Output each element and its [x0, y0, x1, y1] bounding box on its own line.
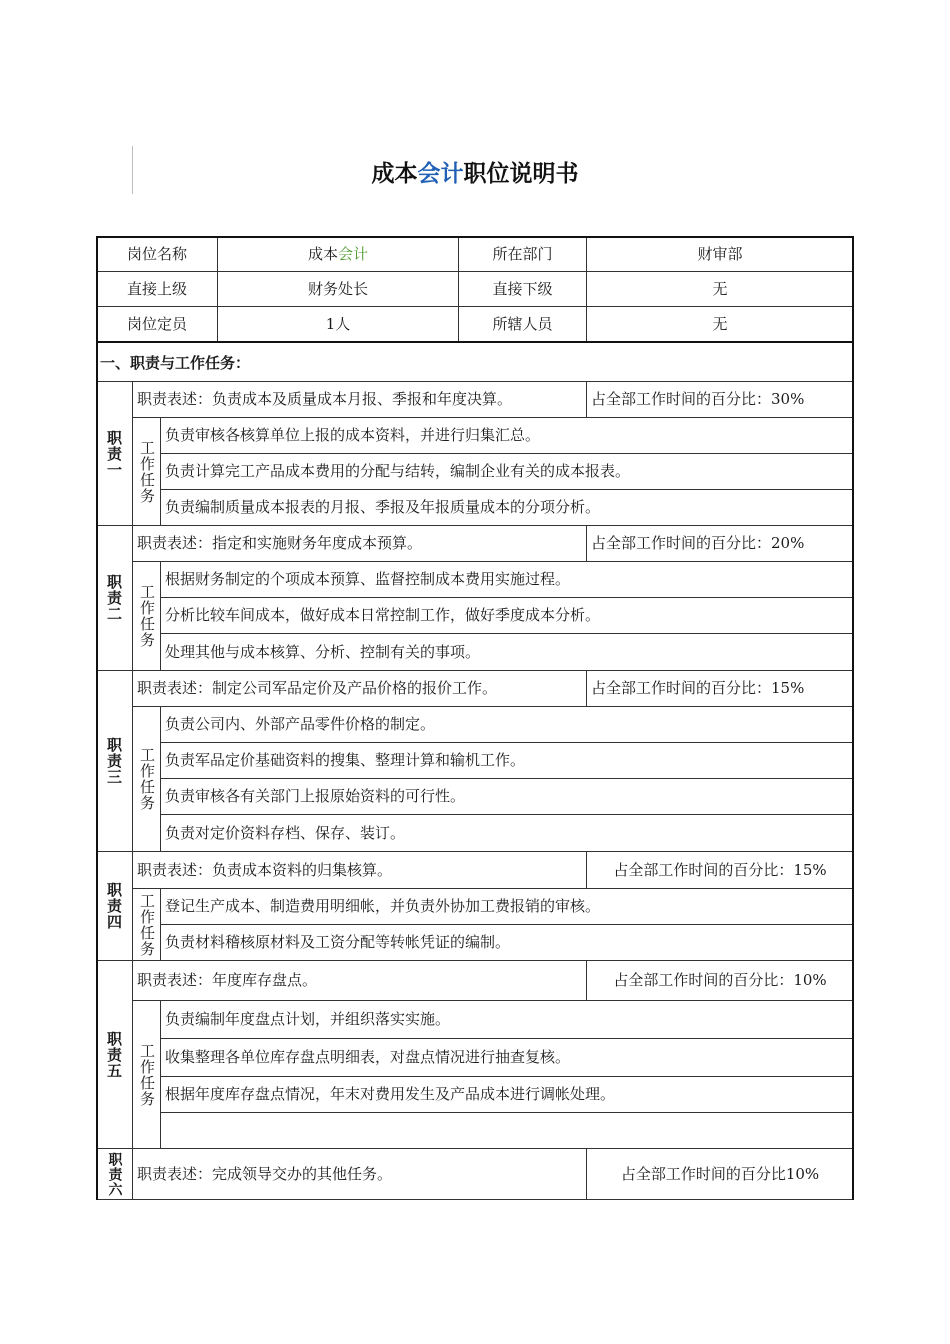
header-value-superior: 财务处长	[217, 271, 459, 307]
table-left-edge	[96, 342, 98, 1200]
duty-5-task: 收集整理各单位库存盘点明细表，对盘点情况进行抽查复核。	[160, 1038, 854, 1077]
duty-2-description: 职责表述：指定和实施财务年度成本预算。	[132, 525, 587, 562]
title-part1: 成本	[371, 161, 418, 187]
page-title	[0, 155, 950, 188]
duty-1-description: 职责表述：负责成本及质量成本月报、季报和年度决算。	[132, 381, 587, 418]
duty-5-task: 根据年度库存盘点情况，年末对费用发生及产品成本进行调帐处理。	[160, 1076, 854, 1113]
header-label-superior: 直接上级	[96, 271, 218, 307]
duty-5-task: 负责编制年度盘点计划，并组织落实实施。	[160, 1000, 854, 1039]
duty-3-task: 负责公司内、外部产品零件价格的制定。	[160, 706, 854, 743]
duty-2-label: 职责二	[96, 525, 133, 671]
header-value-position: 成本 会计	[217, 236, 459, 272]
duty-4-task: 负责材料稽核原材料及工资分配等转帐凭证的编制。	[160, 924, 854, 961]
duty-3-label: 职责三	[96, 670, 133, 852]
duty-1-label: 职责一	[96, 381, 133, 526]
duty-1-percentage: 占全部工作时间的百分比：30%	[586, 381, 854, 418]
header-label-department: 所在部门	[458, 236, 587, 272]
duty-3-description: 职责表述：制定公司军品定价及产品价格的报价工作。	[132, 670, 587, 707]
table-right-edge	[852, 342, 854, 1200]
title-part3: 职位说明书	[463, 161, 579, 187]
header-label-position: 岗位名称	[96, 236, 218, 272]
duty-4-task: 登记生产成本、制造费用明细帐，并负责外协加工费报销的审核。	[160, 888, 854, 925]
header-value-department: 财审部	[586, 236, 854, 272]
duty-2-task-label: 工作任务	[132, 561, 161, 671]
header-label-headcount: 岗位定员	[96, 306, 218, 343]
duty-3-percentage: 占全部工作时间的百分比：15%	[586, 670, 854, 707]
duty-5-task-label: 工作任务	[132, 1000, 161, 1149]
duty-5-task	[160, 1112, 854, 1149]
duty-5-description: 职责表述：年度库存盘点。	[132, 960, 587, 1001]
duty-1-task-label: 工作任务	[132, 417, 161, 526]
duty-3-task-label: 工作任务	[132, 706, 161, 852]
duty-1-task: 负责计算完工产品成本费用的分配与结转，编制企业有关的成本报表。	[160, 453, 854, 490]
duty-5-percentage: 占全部工作时间的百分比：10%	[586, 960, 854, 1001]
section-title: 一、职责与工作任务：	[96, 342, 854, 382]
duty-4-percentage: 占全部工作时间的百分比：15%	[586, 851, 854, 889]
duty-5-label: 职责五	[96, 960, 133, 1149]
duty-2-task: 处理其他与成本核算、分析、控制有关的事项。	[160, 633, 854, 671]
duty-2-percentage: 占全部工作时间的百分比：20%	[586, 525, 854, 562]
duty-6-label: 职责六	[96, 1148, 133, 1200]
header-frame	[96, 236, 854, 343]
duty-4-task-label: 工作任务	[132, 888, 161, 961]
duty-6-description: 职责表述：完成领导交办的其他任务。	[132, 1148, 587, 1200]
duty-4-description: 职责表述：负责成本资料的归集核算。	[132, 851, 587, 889]
header-value-managed: 无	[586, 306, 854, 343]
duty-1-task: 负责编制质量成本报表的月报、季报及年报质量成本的分项分析。	[160, 489, 854, 526]
header-value-headcount: 1人	[217, 306, 459, 343]
duty-1-task: 负责审核各核算单位上报的成本资料，并进行归集汇总。	[160, 417, 854, 454]
title-part2: 会计	[417, 161, 464, 187]
duty-2-task: 分析比较车间成本，做好成本日常控制工作，做好季度成本分析。	[160, 597, 854, 634]
duty-6-percentage: 占全部工作时间的百分比10%	[586, 1148, 854, 1200]
duty-2-task: 根据财务制定的个项成本预算、监督控制成本费用实施过程。	[160, 561, 854, 598]
duty-3-task: 负责对定价资料存档、保存、装订。	[160, 814, 854, 852]
duty-3-task: 负责军品定价基础资料的搜集、整理计算和输机工作。	[160, 742, 854, 779]
duty-3-task: 负责审核各有关部门上报原始资料的可行性。	[160, 778, 854, 815]
duty-4-label: 职责四	[96, 851, 133, 961]
header-label-managed: 所辖人员	[458, 306, 587, 343]
header-label-subordinate: 直接下级	[458, 271, 587, 307]
header-value-subordinate: 无	[586, 271, 854, 307]
